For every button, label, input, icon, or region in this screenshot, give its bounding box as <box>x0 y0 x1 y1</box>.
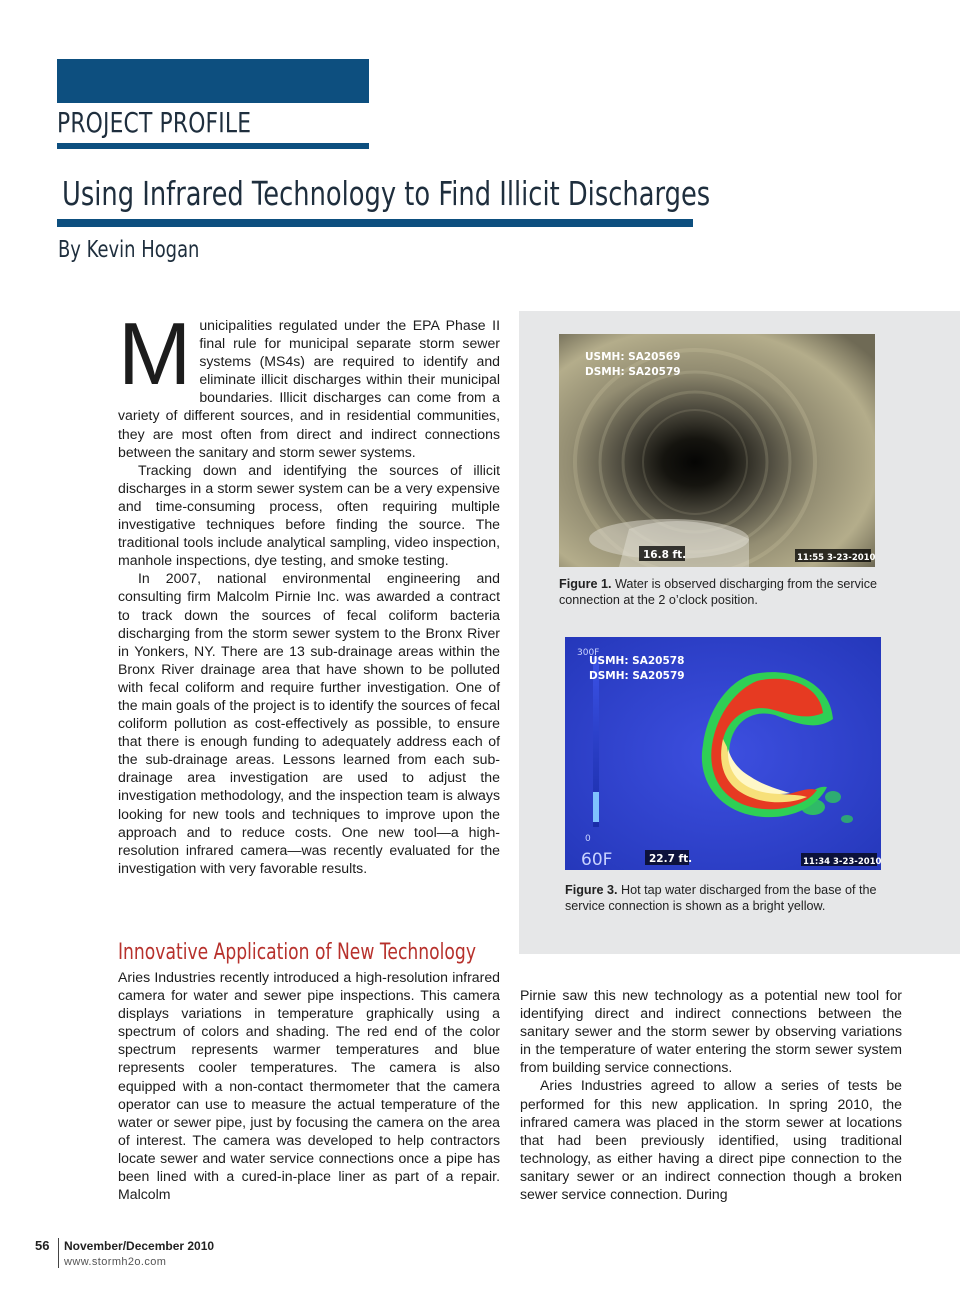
fig3-timestamp: 11:34 3-23-2010 <box>803 857 881 867</box>
figure-1-image <box>559 334 875 567</box>
paragraph-4: Aries Industries recently introduced a high-resolution infrared camera for water and sewer pipe inspections. This camera displays variations in temperature graphically using a spectrum of colors and shading. The red end of the color spectrum represents warmer temperatures and blue represents cooler temperatures. The camera is also equipped with a non-contact thermometer that the camera operator can use to measure the actual temperature of the water or sewer pipe, just by focusing the camera on the area of interest. The camera was developed to help contractors locate sewer and water service connections once a pipe has been lined with a cured-in-place liner as part of a repair. Malcolm <box>118 969 500 1203</box>
fig1-distance-label: 16.8 ft. <box>643 549 687 561</box>
section-label: PROJECT PROFILE <box>57 106 252 139</box>
figure-1-caption <box>559 576 889 608</box>
paragraph-1 <box>118 304 500 461</box>
infrared-still <box>565 637 881 870</box>
fig3-distance-label: 22.7 ft. <box>649 853 693 865</box>
article-title: Using Infrared Technology to Find Illicit Discharges <box>62 174 711 213</box>
website-link[interactable]: www.stormh2o.com <box>64 1256 167 1268</box>
fig1-dsmh-label: DSMH: SA20579 <box>585 366 681 378</box>
fig3-dsmh-label: DSMH: SA20579 <box>589 670 685 682</box>
fig3-scale-top: 300F <box>577 648 600 658</box>
paragraph-5: Pirnie saw this new technology as a potential new tool for identifying direct and indirect connections between the sanitary sewer and the storm sewer by observing variations in the temperature of water entering the storm sewer system from building service connections. <box>520 987 902 1076</box>
fig1-usmh-label: USMH: SA20569 <box>585 351 681 363</box>
header-color-bar <box>57 59 369 103</box>
paragraph-6: Aries Industries agreed to allow a series of tests be performed for this new application. In spring 2010, the infrared camera was placed in the storm sewer at locations that had been previously identified, using traditional technology, as either having a direct pipe connection to the sanitary sewer or an indirect connection though a broken sewer service connection. During <box>520 1077 902 1203</box>
figure-3-caption-label: Figure 3. <box>565 883 618 897</box>
paragraph-1-text: unicipalities regulated under the EPA Phase II final rule for municipal separate storm sewer systems (MS4s) are required to identify and eliminate illicit discharges within their municipal boundaries. Illicit discharges can come from a variety of different sources, and in residential communities, they are most often from direct and indirect connections between the sanitary and storm sewer systems. <box>118 317 500 460</box>
paragraph-3: In 2007, national environmental engineering and consulting firm Malcolm Pirnie Inc. was awarded a contract to track down the sources of fecal coliform bacteria discharging from the storm sewer system to the Bronx River in Yonkers, NY. There are 13 sub-drainage areas within the Bronx River drainage area that have shown to be polluted with fecal coliform and require further investigation. One of the main goals of the project is to identify the sources of fecal coliform pollution as cost-effectively as possible, to ensure that there is enough funding to adequately address each of the sub-drainage areas. Lessons learned from each sub-drainage area investigation are used to adjust the investigation methodology, and the inspection team is always looking for new tools and techniques to improve upon the approach and to reduce costs. One new tool—a high-resolution infrared camera—was recently evaluated for the investigation with very favorable results. <box>118 570 500 876</box>
fig1-timestamp: 11:55 3-23-2010 <box>797 553 875 563</box>
byline: By Kevin Hogan <box>58 237 200 263</box>
section-rule <box>57 143 369 149</box>
footer-divider <box>58 1238 59 1268</box>
drop-cap: M <box>118 304 192 403</box>
paragraph-2: Tracking down and identifying the sources of illicit discharges in a storm sewer system can be a very expensive and time-consuming process, often requiring multiple investigative techniques before finding the source. The traditional tools include analytical sampling, video inspection, manhole inspections, dye testing, and smoke testing. <box>118 461 500 569</box>
page-number: 56 <box>35 1238 50 1253</box>
pipe-video-still <box>559 334 875 567</box>
fig3-temp-readout: 60F <box>581 850 613 870</box>
article-column-left-bottom <box>118 968 500 1203</box>
issue-date: November/December 2010 <box>64 1239 215 1253</box>
figure-3-caption-text: Hot tap water discharged from the base of the service connection is shown as a bright yellow. <box>565 883 877 913</box>
article-column-right <box>520 986 902 1203</box>
figure-1-caption-text: Water is observed discharging from the service connection at the 2 o’clock position. <box>559 577 877 607</box>
article-column-left <box>118 304 500 877</box>
title-rule <box>57 219 693 227</box>
figure-3-caption <box>565 882 895 914</box>
section-subhead: Innovative Application of New Technology <box>118 940 476 965</box>
fig3-usmh-label: USMH: SA20578 <box>589 655 685 667</box>
fig3-scale-zero: 0 <box>585 834 591 844</box>
figure-3-image <box>565 637 881 870</box>
figure-1-caption-label: Figure 1. <box>559 577 612 591</box>
